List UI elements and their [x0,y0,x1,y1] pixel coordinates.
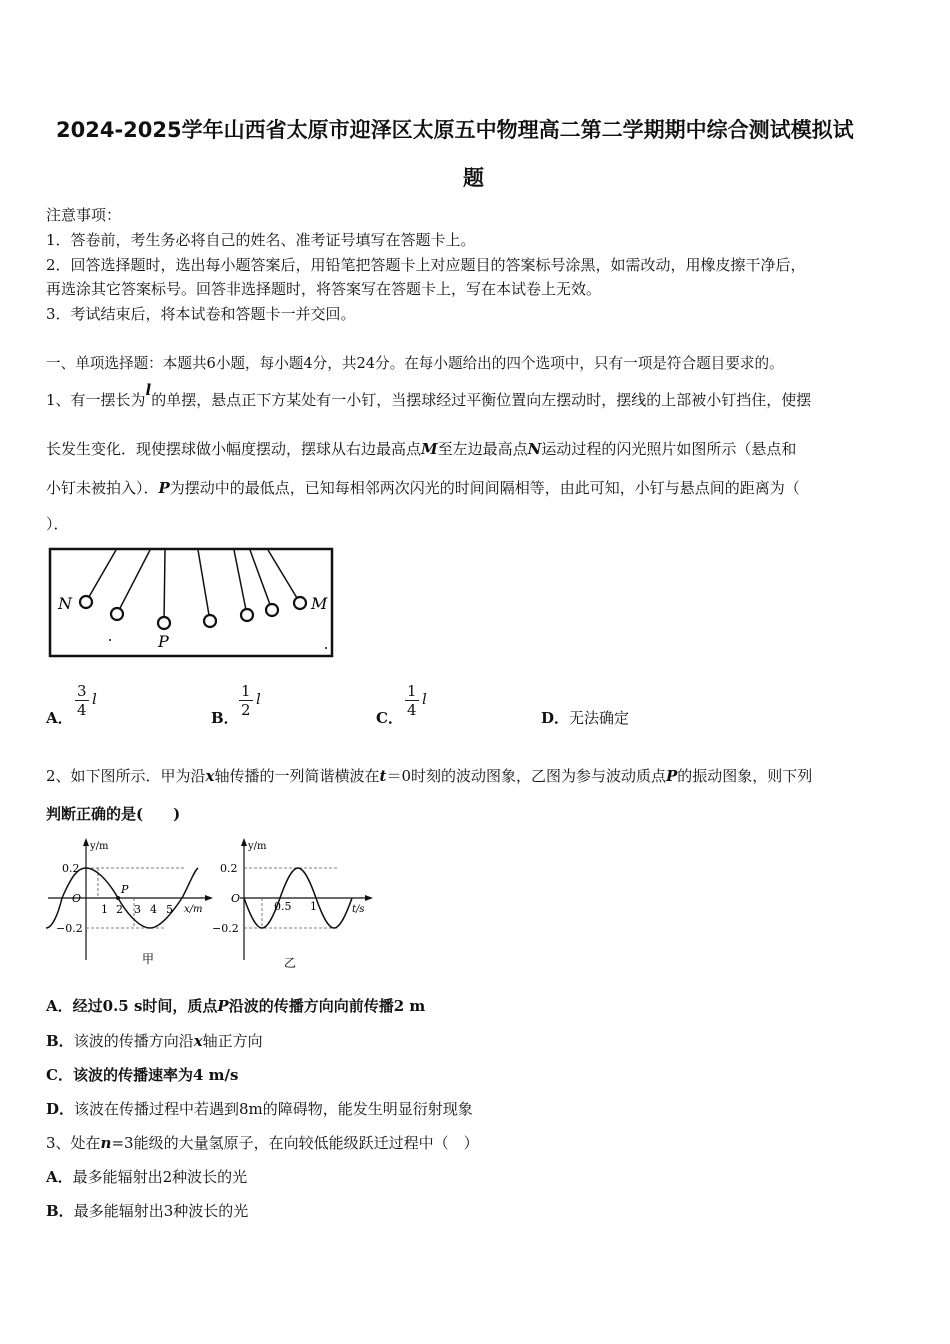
svg-text:1: 1 [310,900,317,913]
svg-text:0.2: 0.2 [62,862,80,875]
label-M: M [311,594,328,613]
var-l: l [145,381,152,399]
svg-text:y/m: y/m [90,841,109,852]
svg-text:O: O [231,892,241,905]
q1-option-A-label: A． [46,709,73,727]
svg-text:−0.2: −0.2 [56,922,83,935]
wave-graph-jia [46,835,216,975]
q1-option-B-label: B． [211,709,239,727]
bob [241,609,253,621]
label-P: P [158,632,169,651]
wave-graph-yi [210,835,380,975]
notice-item-2a: 2．回答选择题时，选出每小题答案后，用铅笔把答题卡上对应题目的答案标号涂黑，如需改动，用橡皮擦干净后， [46,256,806,274]
notice-item-3: 3．考试结束后，将本试卷和答题卡一并交回。 [46,305,356,323]
bob [204,615,216,627]
notice-heading: 注意事项： [46,206,122,224]
svg-text:2: 2 [116,903,123,916]
q3-line1: 3、处在n=3能级的大量氢原子，在向较低能级跃迁过程中（ ） [46,1134,479,1152]
q3-option-B: B．最多能辐射出3种波长的光 [46,1202,249,1220]
svg-text:x/m: x/m [184,904,203,915]
q1-line3: 小钉未被拍入）．P为摆动中的最低点，已知每相邻两次闪光的时间间隔相等，由此可知，小钉与悬点间的距离为（ [46,479,800,497]
svg-text:乙: 乙 [284,956,297,970]
label-N: N [58,594,72,613]
svg-text:3: 3 [134,903,141,916]
bob-M [294,597,306,609]
section-heading: 一、单项选择题：本题共6小题，每小题4分，共24分。在每小题给出的四个选项中，只有一项是符合题目要求的。 [46,355,784,372]
svg-text:1: 1 [101,903,108,916]
q3-option-A: A．最多能辐射出2种波长的光 [46,1168,248,1186]
q1-option-C-label: C． [376,709,403,727]
svg-text:P: P [121,883,129,896]
bob [266,604,278,616]
svg-text:0.5: 0.5 [274,900,292,913]
svg-text:0.2: 0.2 [220,862,238,875]
svg-text:5: 5 [166,903,173,916]
q1-line4: ）． [46,515,69,533]
svg-text:y/m: y/m [248,841,267,852]
q2-line1: 2、如下图所示．甲为沿x轴传播的一列简谐横波在t＝0时刻的波动图象，乙图为参与波动质点P的振动图象，则下列 [46,767,813,785]
q1-option-A-fraction: $\frac{3}{4}$ [77,682,87,719]
q1-option-C-fraction: $\frac{1}{4}$ [407,682,417,719]
svg-text:−0.2: −0.2 [212,922,239,935]
page-title-continued: 题 [463,166,484,190]
bob-P [158,617,170,629]
q2-option-B: B．该波的传播方向沿x轴正方向 [46,1032,263,1050]
pendulum-figure [46,546,336,660]
page-title: 2024-2025学年山西省太原市迎泽区太原五中物理高二第二学期期中综合测试模拟试 [56,118,854,142]
bob-N [80,596,92,608]
q1-option-B-fraction: $\frac{1}{2}$ [241,682,251,719]
svg-text:甲: 甲 [142,952,155,966]
q2-option-C: C．该波的传播速率为4 m/s [46,1066,239,1084]
bob [111,608,123,620]
q1-line1: 1、有一摆长为l的单摆，悬点正下方某处有一小钉，当摆球经过平衡位置向左摆动时，摆线的上部被小钉挡住，使摆 [46,381,812,409]
q2-option-A: A．经过0.5 s时间，质点P沿波的传播方向向前传播2 m [46,997,426,1015]
notice-item-1: 1．答卷前，考生务必将自己的姓名、准考证号填写在答题卡上。 [46,231,476,249]
svg-text:O: O [72,892,82,905]
q2-option-D: D．该波在传播过程中若遇到8m的障碍物，能发生明显衍射现象 [46,1100,473,1118]
svg-text:4: 4 [150,903,157,916]
svg-text:t/s: t/s [352,904,365,915]
notice-item-2b: 再选涂其它答案标号。回答非选择题时，将答案写在答题卡上，写在本试卷上无效。 [46,280,602,298]
q2-line2: 判断正确的是( ) [46,805,181,823]
q1-line2: 长发生变化．现使摆球做小幅度摆动，摆球从右边最高点M至左边最高点N运动过程的闪光照片如图所示（悬点和 [46,440,797,458]
q1-option-D: D．无法确定 [541,709,630,727]
